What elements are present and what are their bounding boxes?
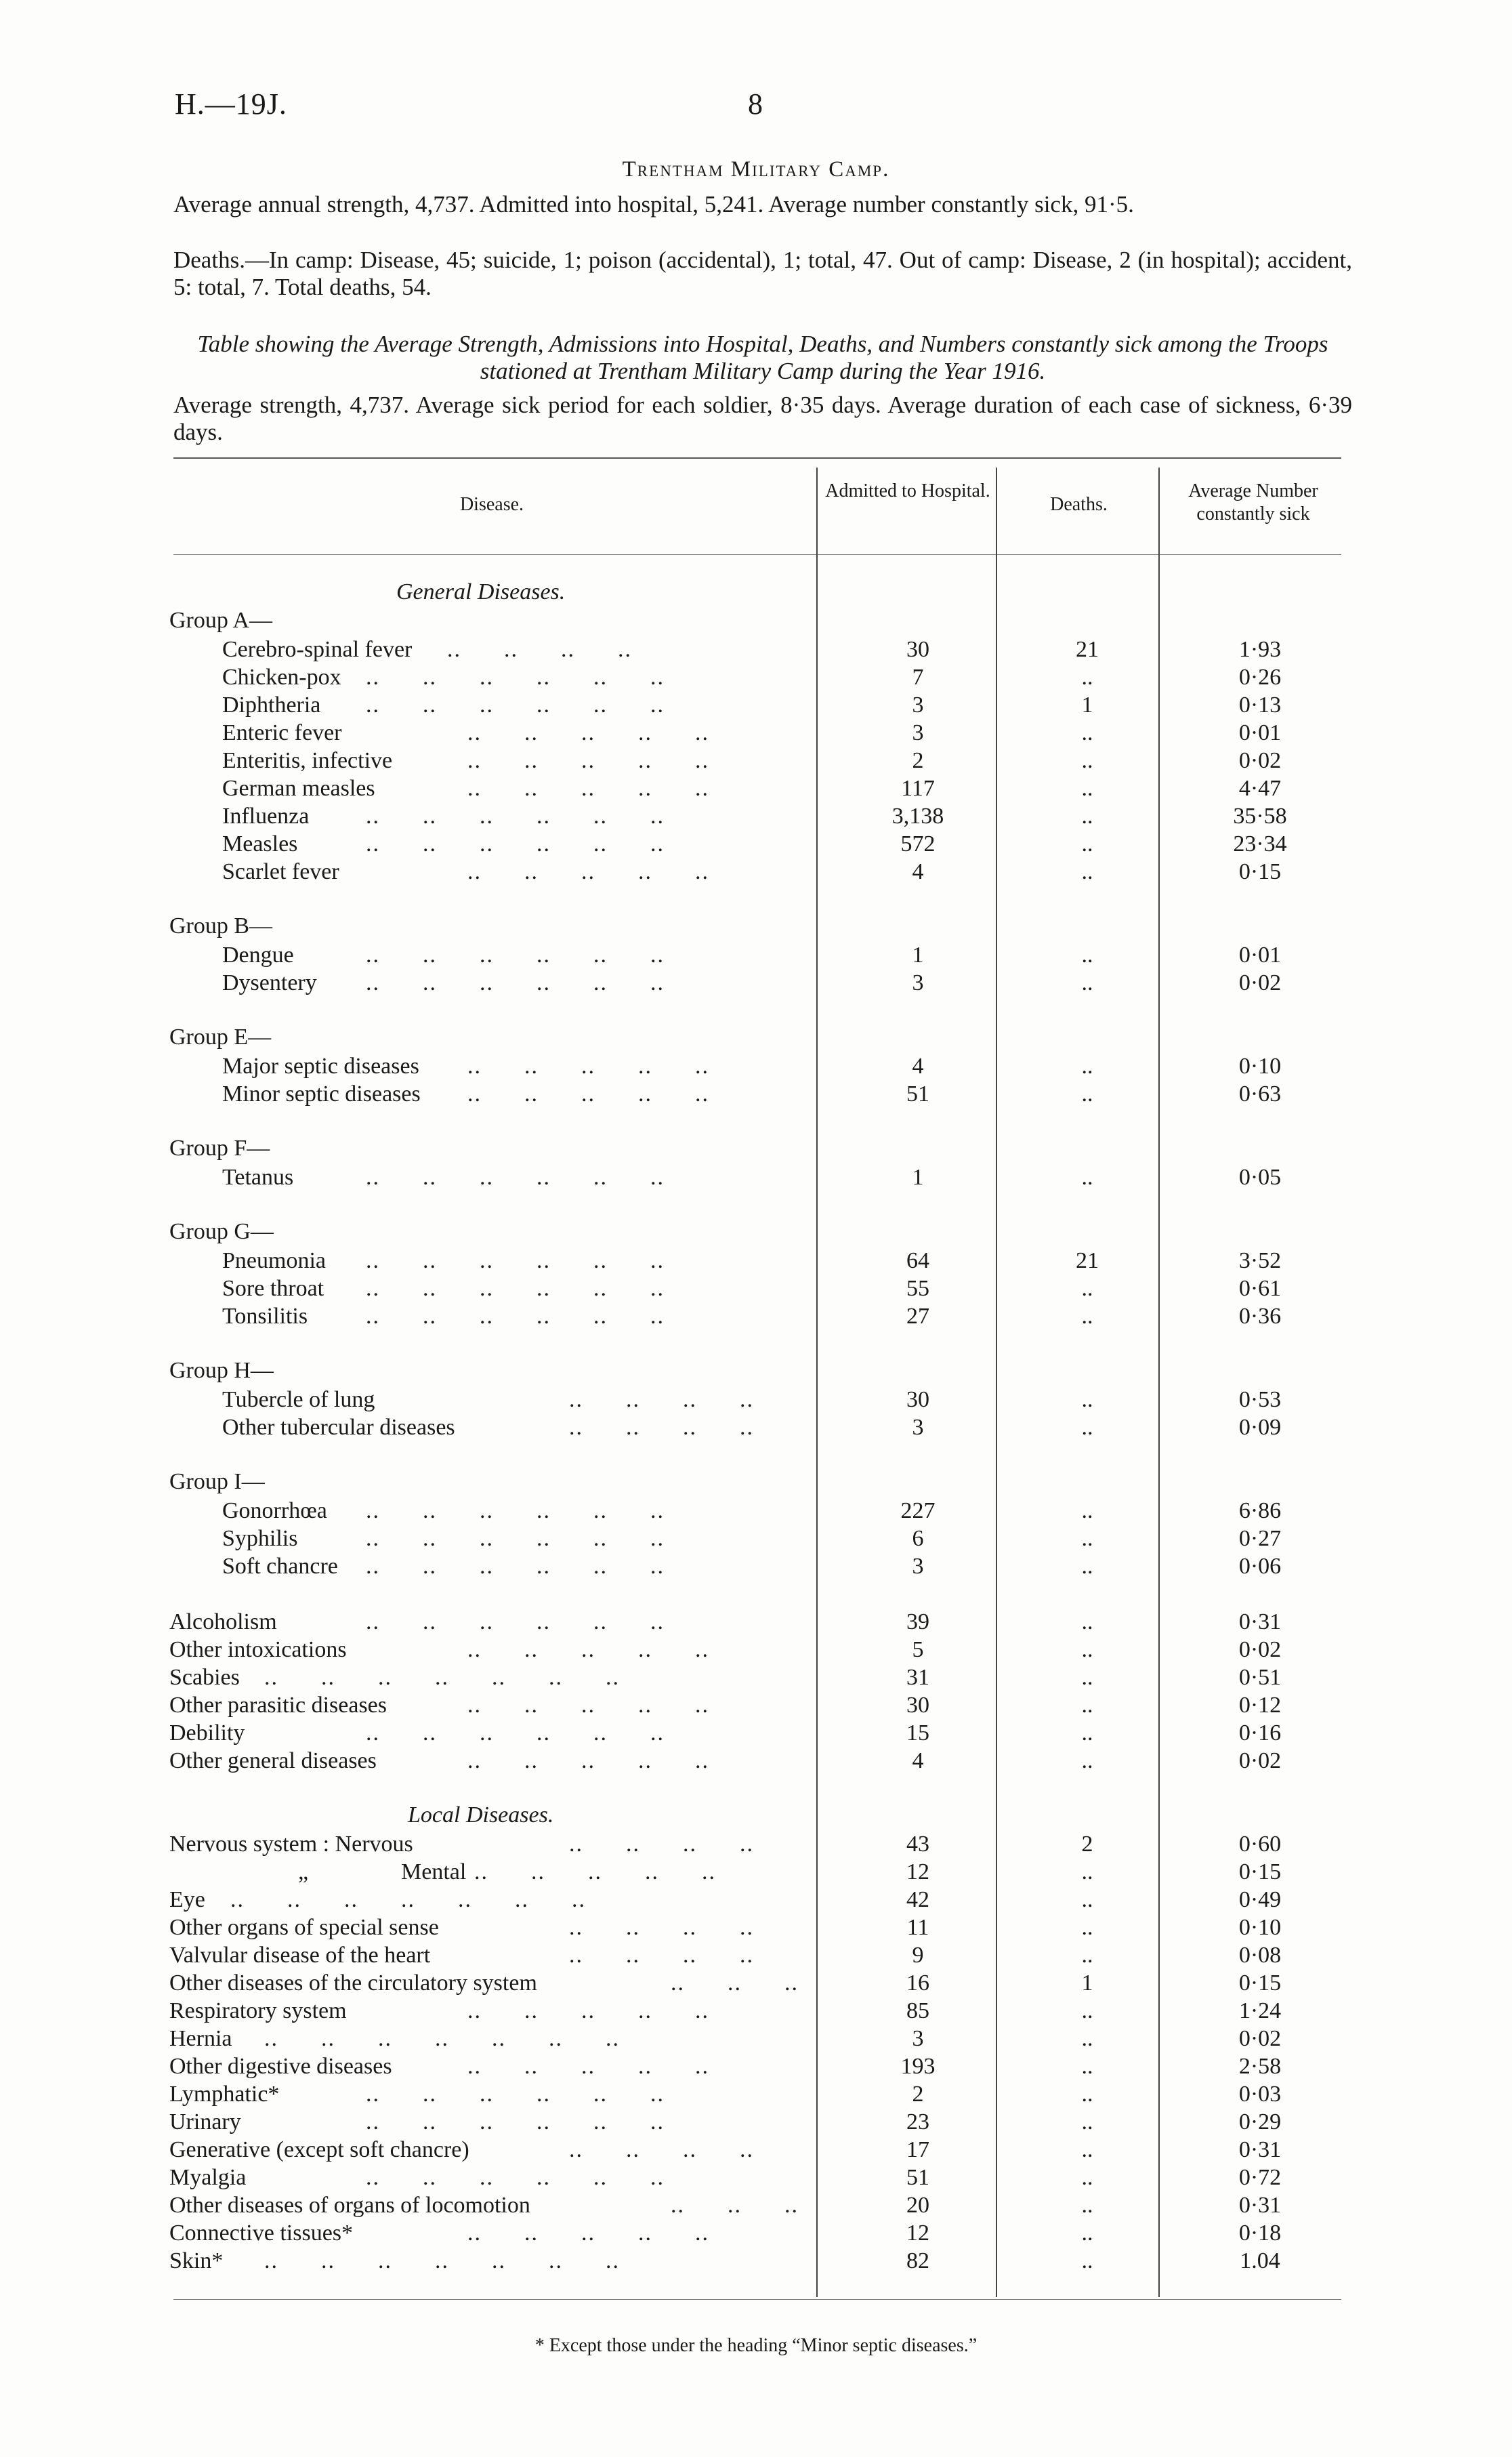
deaths-value: .. xyxy=(1081,1915,1093,1940)
table-row: Tetanus .. .. .. .. .. .. 1 .. 0·05 xyxy=(0,1163,1512,1191)
sick-value: 0·27 xyxy=(1238,1526,1282,1551)
sick-value: 2·58 xyxy=(1238,2054,1282,2079)
deaths-value: 2 xyxy=(1081,1832,1093,1857)
deaths-value: .. xyxy=(1081,1276,1093,1301)
table-row: Tonsilitis .. .. .. .. .. .. 27 .. 0·36 xyxy=(0,1302,1512,1330)
sick-value: 0·10 xyxy=(1238,1915,1282,1940)
table-row: Sore throat .. .. .. .. .. .. 55 .. 0·61 xyxy=(0,1275,1512,1302)
admitted-value: 20 xyxy=(906,2193,929,2218)
page-title: Trentham Military Camp. xyxy=(622,157,890,182)
table-row: Gonorrhœa .. .. .. .. .. .. 227 .. 6·86 xyxy=(0,1497,1512,1525)
disease-name: Mental xyxy=(401,1859,467,1884)
ditto-mark: „ xyxy=(298,1859,309,1884)
table-header-rule xyxy=(173,554,1341,555)
deaths-value: .. xyxy=(1081,1859,1093,1884)
sick-value: 4·47 xyxy=(1238,776,1282,801)
disease-name: Other diseases of organs of locomotion xyxy=(169,2193,530,2218)
table-row: Minor septic diseases .. .. .. .. .. 51 .. 0·63 xyxy=(0,1080,1512,1108)
table-row: Other general diseases .. .. .. .. .. 4 .. 0·02 xyxy=(0,1747,1512,1775)
table-row: German measles .. .. .. .. .. 117 .. 4·47 xyxy=(0,775,1512,802)
deaths-value: .. xyxy=(1081,2082,1093,2107)
deaths-value: .. xyxy=(1081,1081,1093,1107)
disease-name: Valvular disease of the heart xyxy=(169,1943,431,1968)
deaths-value: .. xyxy=(1081,720,1093,745)
table-row: Chicken-pox .. .. .. .. .. .. 7 .. 0·26 xyxy=(0,663,1512,691)
disease-name: Urinary xyxy=(169,2109,241,2134)
deaths-value: .. xyxy=(1081,748,1093,773)
table-row: Measles .. .. .. .. .. .. 572 .. 23·34 xyxy=(0,830,1512,858)
column-header-constantly-sick: Average Number constantly sick xyxy=(1188,480,1318,524)
footnote: * Except those under the heading “Minor septic diseases.” xyxy=(534,2335,978,2356)
deaths-value: .. xyxy=(1081,2248,1093,2273)
disease-name: Myalgia xyxy=(169,2165,247,2190)
deaths-value: .. xyxy=(1081,804,1093,829)
admitted-value: 15 xyxy=(906,1720,929,1746)
disease-name: Dysentery xyxy=(222,970,317,995)
sick-value: 0·29 xyxy=(1238,2109,1282,2134)
table-row: Scarlet fever .. .. .. .. .. 4 .. 0·15 xyxy=(0,858,1512,886)
table-row: Debility .. .. .. .. .. .. 15 .. 0·16 xyxy=(0,1719,1512,1747)
table-row: Hernia .. .. .. .. .. .. .. 3 .. 0·02 xyxy=(0,2025,1512,2052)
disease-name: Tonsilitis xyxy=(222,1304,308,1329)
deaths-value: .. xyxy=(1081,665,1093,690)
deaths-value: .. xyxy=(1081,776,1093,801)
deaths-value: 1 xyxy=(1081,693,1093,718)
sick-value: 23·34 xyxy=(1233,831,1287,856)
admitted-value: 85 xyxy=(906,1998,929,2023)
group-a-heading: Group A— xyxy=(169,608,273,633)
deaths-value: .. xyxy=(1081,2193,1093,2218)
sick-value: 0·02 xyxy=(1238,748,1282,773)
table-row: Enteritis, infective .. .. .. .. .. 2 .. 0·02 xyxy=(0,747,1512,775)
admitted-value: 3 xyxy=(912,970,924,995)
admitted-value: 2 xyxy=(912,748,924,773)
table-row: Eye .. .. .. .. .. .. .. 42 .. 0·49 xyxy=(0,1886,1512,1914)
admitted-value: 55 xyxy=(906,1276,929,1301)
table-row: Other diseases of organs of locomotion .. .. .. 20 .. 0·31 xyxy=(0,2191,1512,2219)
sick-value: 1·24 xyxy=(1238,1998,1282,2023)
disease-name: Enteritis, infective xyxy=(222,748,393,773)
table-row: Lymphatic* .. .. .. .. .. .. 2 .. 0·03 xyxy=(0,2080,1512,2108)
table-row: Other digestive diseases .. .. .. .. .. 193 .. 2·58 xyxy=(0,2052,1512,2080)
column-header-admitted: Admitted to Hospital. xyxy=(825,480,990,501)
sick-value: 1·93 xyxy=(1238,637,1282,662)
disease-name: Other diseases of the circulatory system xyxy=(169,1970,537,1996)
disease-name: Other organs of special sense xyxy=(169,1915,439,1940)
average-strength-note: Average strength, 4,737. Average sick period for each soldier, 8·35 days. Average duration of each case of sickness, 6·39 days. xyxy=(173,392,1352,445)
deaths-value: .. xyxy=(1081,1887,1093,1912)
admitted-value: 3 xyxy=(912,693,924,718)
disease-name: Hernia xyxy=(169,2026,232,2051)
deaths-value: 21 xyxy=(1076,637,1099,662)
admitted-value: 193 xyxy=(900,2054,936,2079)
table-row: Diphtheria .. .. .. .. .. .. 3 1 0·13 xyxy=(0,691,1512,719)
column-header-deaths: Deaths. xyxy=(1050,494,1108,515)
table-top-rule xyxy=(173,457,1341,459)
deaths-value: .. xyxy=(1081,2165,1093,2190)
disease-name: Connective tissues* xyxy=(169,2221,354,2246)
group-g-heading: Group G— xyxy=(169,1219,274,1244)
table-row: „ Mental .. .. .. .. .. 12 .. 0·15 xyxy=(0,1858,1512,1886)
deaths-value: .. xyxy=(1081,1998,1093,2023)
disease-name: Alcoholism xyxy=(169,1609,277,1634)
disease-name: Cerebro-spinal fever xyxy=(222,637,413,662)
disease-name: Generative (except soft chancre) xyxy=(169,2137,469,2162)
admitted-value: 42 xyxy=(906,1887,929,1912)
section-general-diseases: General Diseases. xyxy=(396,579,566,604)
table-row: Myalgia .. .. .. .. .. .. 51 .. 0·72 xyxy=(0,2164,1512,2191)
deaths-value: .. xyxy=(1081,1526,1093,1551)
disease-name: Tetanus xyxy=(222,1165,294,1190)
sick-value: 0·16 xyxy=(1238,1720,1282,1746)
admitted-value: 17 xyxy=(906,2137,929,2162)
admitted-value: 43 xyxy=(906,1832,929,1857)
sick-value: 0·02 xyxy=(1238,970,1282,995)
admitted-value: 4 xyxy=(912,1748,924,1773)
table-row: Other diseases of the circulatory system .. .. .. 16 1 0·15 xyxy=(0,1969,1512,1997)
sick-value: 0·18 xyxy=(1238,2221,1282,2246)
table-row: Connective tissues* .. .. .. .. .. 12 .. 0·18 xyxy=(0,2219,1512,2247)
sick-value: 0·02 xyxy=(1238,2026,1282,2051)
disease-name: German measles xyxy=(222,776,375,801)
deaths-value: .. xyxy=(1081,1609,1093,1634)
admitted-value: 51 xyxy=(906,1081,929,1107)
sick-value: 0·02 xyxy=(1238,1637,1282,1662)
disease-name: Debility xyxy=(169,1720,245,1746)
disease-name: Scarlet fever xyxy=(222,859,339,884)
sick-value: 0·10 xyxy=(1238,1054,1282,1079)
deaths-value: .. xyxy=(1081,1415,1093,1440)
disease-name: Major septic diseases xyxy=(222,1054,419,1079)
column-header-disease: Disease. xyxy=(459,494,524,515)
table-bottom-rule xyxy=(173,2299,1341,2300)
sick-value: 0·15 xyxy=(1238,1970,1282,1996)
admitted-value: 117 xyxy=(901,776,935,801)
deaths-value: .. xyxy=(1081,1304,1093,1329)
sick-value: 0·63 xyxy=(1238,1081,1282,1107)
disease-name: Soft chancre xyxy=(222,1554,338,1579)
admitted-value: 16 xyxy=(906,1970,929,1996)
document-reference: H.—19J. xyxy=(175,87,287,121)
deaths-value: .. xyxy=(1081,2221,1093,2246)
disease-name: Eye xyxy=(169,1887,205,1912)
section-local-diseases: Local Diseases. xyxy=(408,1802,554,1828)
admitted-value: 9 xyxy=(912,1943,924,1968)
admitted-value: 3 xyxy=(912,1415,924,1440)
disease-name: Dengue xyxy=(222,943,294,968)
sick-value: 0·12 xyxy=(1238,1693,1282,1718)
sick-value: 0·08 xyxy=(1238,1943,1282,1968)
sick-value: 3·52 xyxy=(1238,1248,1282,1273)
admitted-value: 64 xyxy=(906,1248,929,1273)
deaths-value: .. xyxy=(1081,1054,1093,1079)
disease-name: Scabies xyxy=(169,1665,240,1690)
group-i-heading: Group I— xyxy=(169,1469,265,1494)
admitted-value: 30 xyxy=(906,1387,929,1412)
deaths-value: .. xyxy=(1081,2109,1093,2134)
admitted-value: 82 xyxy=(906,2248,929,2273)
admitted-value: 12 xyxy=(906,2221,929,2246)
table-row: Scabies .. .. .. .. .. .. .. 31 .. 0·51 xyxy=(0,1664,1512,1691)
deaths-value: .. xyxy=(1081,1554,1093,1579)
disease-name: Chicken-pox xyxy=(222,665,341,690)
sick-value: 0·09 xyxy=(1238,1415,1282,1440)
table-row: Pneumonia .. .. .. .. .. .. 64 21 3·52 xyxy=(0,1247,1512,1275)
group-f-heading: Group F— xyxy=(169,1136,270,1161)
table-row: Other parasitic diseases .. .. .. .. .. 30 .. 0·12 xyxy=(0,1691,1512,1719)
table-row: Alcoholism .. .. .. .. .. .. 39 .. 0·31 xyxy=(0,1608,1512,1636)
disease-name: Enteric fever xyxy=(222,720,342,745)
disease-name: Other intoxications xyxy=(169,1637,347,1662)
sick-value: 6·86 xyxy=(1238,1498,1282,1523)
disease-name: Other parasitic diseases xyxy=(169,1693,387,1718)
admitted-value: 5 xyxy=(912,1637,924,1662)
disease-name: Minor septic diseases xyxy=(222,1081,421,1107)
table-row: Tubercle of lung .. .. .. .. 30 .. 0·53 xyxy=(0,1386,1512,1413)
table-row: Valvular disease of the heart .. .. .. .. 9 .. 0·08 xyxy=(0,1941,1512,1969)
admitted-value: 30 xyxy=(906,1693,929,1718)
admitted-value: 227 xyxy=(900,1498,936,1523)
deaths-value: .. xyxy=(1081,1943,1093,1968)
sick-value: 0·60 xyxy=(1238,1832,1282,1857)
disease-name: Sore throat xyxy=(222,1276,324,1301)
disease-name: Pneumonia xyxy=(222,1248,326,1273)
admitted-value: 3 xyxy=(912,720,924,745)
summary-strength: Average annual strength, 4,737. Admitted into hospital, 5,241. Average number constantly sick, 91·5. xyxy=(173,191,1134,218)
sick-value: 0·36 xyxy=(1238,1304,1282,1329)
deaths-value: .. xyxy=(1081,1637,1093,1662)
admitted-value: 6 xyxy=(912,1526,924,1551)
summary-deaths: Deaths.—In camp: Disease, 45; suicide, 1; poison (accidental), 1; total, 47. Out of camp: Disease, 2 (in hospital); accident, 5: total, 7. Total deaths, 54. xyxy=(173,247,1352,300)
sick-value: 0·13 xyxy=(1238,693,1282,718)
admitted-value: 7 xyxy=(912,665,924,690)
table-row: Urinary .. .. .. .. .. .. 23 .. 0·29 xyxy=(0,2108,1512,2136)
sick-value: 0·72 xyxy=(1238,2165,1282,2190)
deaths-value: 1 xyxy=(1081,1970,1093,1996)
group-b-heading: Group B— xyxy=(169,913,273,938)
sick-value: 0·06 xyxy=(1238,1554,1282,1579)
admitted-value: 12 xyxy=(906,1859,929,1884)
table-row: Enteric fever .. .. .. .. .. 3 .. 0·01 xyxy=(0,719,1512,747)
disease-name: Lymphatic* xyxy=(169,2082,280,2107)
disease-name: Nervous system : Nervous xyxy=(169,1832,413,1857)
disease-name: Other tubercular diseases xyxy=(222,1415,455,1440)
disease-name: Other digestive diseases xyxy=(169,2054,392,2079)
table-row: Respiratory system .. .. .. .. .. 85 .. 1·24 xyxy=(0,1997,1512,2025)
table-row: Skin* .. .. .. .. .. .. .. 82 .. 1.04 xyxy=(0,2247,1512,2275)
deaths-value: .. xyxy=(1081,1720,1093,1746)
sick-value: 35·58 xyxy=(1233,804,1287,829)
sick-value: 0·61 xyxy=(1238,1276,1282,1301)
admitted-value: 1 xyxy=(912,943,924,968)
admitted-value: 39 xyxy=(906,1609,929,1634)
deaths-value: .. xyxy=(1081,1693,1093,1718)
sick-value: 0·53 xyxy=(1238,1387,1282,1412)
admitted-value: 2 xyxy=(912,2082,924,2107)
deaths-value: 21 xyxy=(1076,1248,1099,1273)
sick-value: 0·05 xyxy=(1238,1165,1282,1190)
deaths-value: .. xyxy=(1081,2137,1093,2162)
sick-value: 0·31 xyxy=(1238,1609,1282,1634)
admitted-value: 4 xyxy=(912,1054,924,1079)
group-h-heading: Group H— xyxy=(169,1358,274,1383)
deaths-value: .. xyxy=(1081,1498,1093,1523)
deaths-value: .. xyxy=(1081,1387,1093,1412)
sick-value: 0·03 xyxy=(1238,2082,1282,2107)
sick-value: 0·15 xyxy=(1238,1859,1282,1884)
deaths-value: .. xyxy=(1081,831,1093,856)
admitted-value: 3 xyxy=(912,1554,924,1579)
sick-value: 0·01 xyxy=(1238,720,1282,745)
admitted-value: 11 xyxy=(906,1915,929,1940)
disease-name: Measles xyxy=(222,831,298,856)
page-number: 8 xyxy=(748,87,763,121)
admitted-value: 4 xyxy=(912,859,924,884)
sick-value: 0·51 xyxy=(1238,1665,1282,1690)
deaths-value: .. xyxy=(1081,2026,1093,2051)
admitted-value: 30 xyxy=(906,637,929,662)
disease-name: Gonorrhœa xyxy=(222,1498,327,1523)
disease-name: Other general diseases xyxy=(169,1748,377,1773)
table-caption: Table showing the Average Strength, Admissions into Hospital, Deaths, and Numbers constantly sick among the Troops stationed at Trentham Military Camp during the Year 1916. xyxy=(197,331,1328,384)
table-row: Dengue .. .. .. .. .. .. 1 .. 0·01 xyxy=(0,941,1512,969)
disease-name: Respiratory system xyxy=(169,1998,347,2023)
deaths-value: .. xyxy=(1081,2054,1093,2079)
sick-value: 0·31 xyxy=(1238,2193,1282,2218)
sick-value: 0·02 xyxy=(1238,1748,1282,1773)
admitted-value: 23 xyxy=(906,2109,929,2134)
table-row: Dysentery .. .. .. .. .. .. 3 .. 0·02 xyxy=(0,969,1512,997)
disease-name: Tubercle of lung xyxy=(222,1387,375,1412)
table-row: Other organs of special sense .. .. .. .. 11 .. 0·10 xyxy=(0,1914,1512,1941)
table-row: Other tubercular diseases .. .. .. .. 3 .. 0·09 xyxy=(0,1413,1512,1441)
sick-value: 0·49 xyxy=(1238,1887,1282,1912)
disease-name: Skin* xyxy=(169,2248,224,2273)
table-row: Cerebro-spinal fever .. .. .. .. 30 21 1·93 xyxy=(0,636,1512,663)
deaths-value: .. xyxy=(1081,970,1093,995)
admitted-value: 572 xyxy=(900,831,936,856)
admitted-value: 51 xyxy=(906,2165,929,2190)
disease-name: Syphilis xyxy=(222,1526,298,1551)
group-e-heading: Group E— xyxy=(169,1025,272,1050)
deaths-value: .. xyxy=(1081,1665,1093,1690)
table-row: Influenza .. .. .. .. .. .. 3,138 .. 35·58 xyxy=(0,802,1512,830)
table-row: Syphilis .. .. .. .. .. .. 6 .. 0·27 xyxy=(0,1525,1512,1552)
disease-name: Influenza xyxy=(222,804,310,829)
table-row: Other intoxications .. .. .. .. .. 5 .. 0·02 xyxy=(0,1636,1512,1664)
deaths-value: .. xyxy=(1081,1748,1093,1773)
deaths-value: .. xyxy=(1081,943,1093,968)
admitted-value: 3,138 xyxy=(891,804,944,829)
sick-value: 0·01 xyxy=(1238,943,1282,968)
sick-value: 0·15 xyxy=(1238,859,1282,884)
table-row: Major septic diseases .. .. .. .. .. 4 .. 0·10 xyxy=(0,1052,1512,1080)
sick-value: 0·31 xyxy=(1238,2137,1282,2162)
admitted-value: 3 xyxy=(912,2026,924,2051)
table-row: Soft chancre .. .. .. .. .. .. 3 .. 0·06 xyxy=(0,1552,1512,1580)
deaths-value: .. xyxy=(1081,859,1093,884)
admitted-value: 27 xyxy=(906,1304,929,1329)
sick-value: 1.04 xyxy=(1240,2248,1280,2273)
admitted-value: 1 xyxy=(912,1165,924,1190)
table-row: Nervous system : Nervous .. .. .. .. 43 2 0·60 xyxy=(0,1830,1512,1858)
admitted-value: 31 xyxy=(906,1665,929,1690)
table-row: Generative (except soft chancre) .. .. .. .. 17 .. 0·31 xyxy=(0,2136,1512,2164)
disease-name: Diphtheria xyxy=(222,693,321,718)
sick-value: 0·26 xyxy=(1238,665,1282,690)
deaths-value: .. xyxy=(1081,1165,1093,1190)
